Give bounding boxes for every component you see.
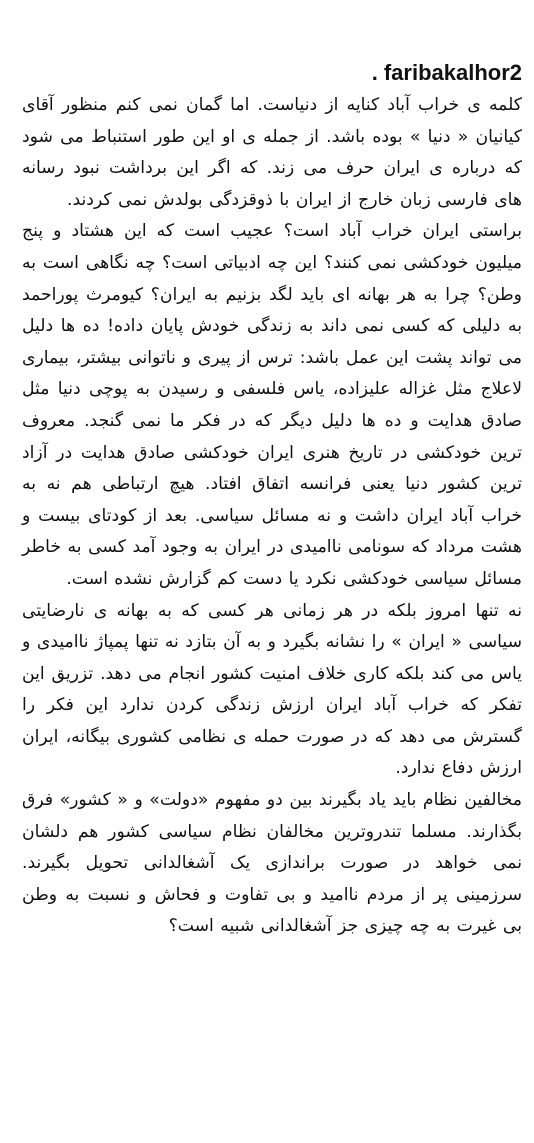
- username-prefix: .: [371, 60, 378, 85]
- username-link[interactable]: faribakalhor2: [383, 60, 522, 85]
- caption-paragraph-2: براستی ایران خراب آباد است؟ عجیب است که این هشتاد و پنج میلیون خودکشی نمی کنند؟ این چه ادبیاتی است؟ چه نگاهی است به وطن؟ چرا به هر بهانه ای باید لگد بزنیم به ایران؟ کیومرث پوراحمد به دلیلی که کسی نمی داند به زندگی خودش پایان داده! ده ها دلیل می تواند پشت این عمل باشد: ترس از پیری و ناتوانی بیشتر، بیماری لاعلاج مثل غزاله علیزاده، یاس فلسفی و رسیدن به پوچی دنیا مثل صادق هدایت و ده ها دلیل دیگر که در فکر ما نمی گنجد. معروف ترین خودکشی در تاریخ هنری ایران خودکشی صادق هدایت در آزاد ترین کشور دنیا یعنی فرانسه اتفاق افتاد. هیچ ارتباطی هم نه به خراب آباد ایران داشت و نه مسائل سیاسی. بعد از کودتای بیست و هشت مرداد که سونامی ناامیدی در ایران به وجود آمد کسی به خاطر مسائل سیاسی خودکشی نکرد یا دست کم گزارش نشده است.: [22, 221, 522, 589]
- caption-paragraph-1: کلمه ی خراب آباد کنایه از دنیاست. اما گمان نمی کنم منظور آقای کیانیان « دنیا » بوده باشد. از جمله ی او این طور استنباط می شود که درباره ی ایران حرف می زند. که اگر این برداشت نبود رسانه های فارسی زبان خارج از ایران با ذوقزدگی بولدش نمی کردند.: [22, 95, 522, 210]
- post-caption: [22, 58, 522, 943]
- caption-paragraph-4: مخالفین نظام باید یاد بگیرند بین دو مفهوم «دولت» و « کشور» فرق بگذارند. مسلما تندروترین مخالفان نظام سیاسی کشور هم دلشان نمی خواهد در صورت براندازی یک آشغالدانی تحویل بگیرند. سرزمینی پر از مردم ناامید و بی تفاوت و فحاش و نسبت به وطن بی غیرت به چه چیزی جز آشغالدانی شبیه است؟: [22, 790, 522, 937]
- post-header: [22, 58, 522, 88]
- caption-paragraph-3: نه تنها امروز بلکه در هر زمانی هر کسی که به بهانه ی نارضایتی سیاسی « ایران » را نشانه بگیرد و به آن بتازد نه تنها پمپاژ ناامیدی و یاس می کند بلکه کاری خلاف امنیت کشور انجام می دهد. تزریق این تفکر که خراب آباد ایران ارزش زندگی کردن ندارد این فکر را گسترش می دهد که در صورت حمله ی نظامی کشوری بیگانه، ایران ارزش دفاع ندارد.: [22, 600, 522, 779]
